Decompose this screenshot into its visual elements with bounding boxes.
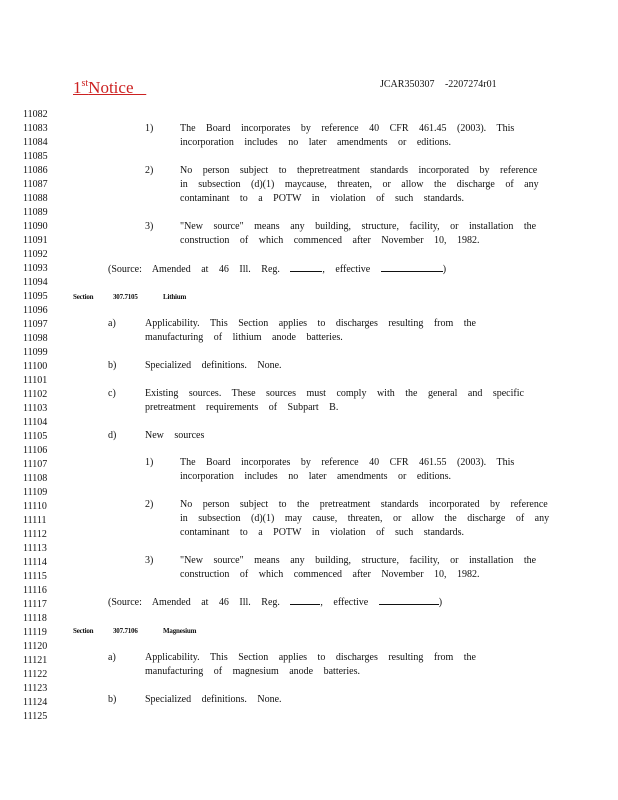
source-text: , effective [320,597,369,608]
line-number: 11097 [23,319,48,330]
line-number: 11119 [23,627,47,638]
body-text: in subsection (d)(1) may cause, threaten, or allow the discharge of any [180,513,550,524]
body-text: No person subject to the pretreatment standards incorporated by reference [180,499,548,510]
line-number: 11092 [23,249,48,260]
source-text: ) [442,264,447,275]
line-number: 11089 [23,207,48,218]
line-number: 11113 [23,543,47,554]
section-word: Section [73,293,94,301]
jcar-code: JCAR350307 [380,79,435,90]
line-number: 11114 [23,557,47,568]
section-title: Lithium [163,293,187,301]
line-number: 11094 [23,277,48,288]
body-text: manufacturing of magnesium anode batteries. [145,666,360,677]
body-text: The Board incorporates by reference 40 CFR 461.45 (2003). This [180,123,515,134]
section-number: 307.7106 [113,627,138,635]
body-text: incorporation includes no later amendments or editions. [180,137,451,148]
subsection-label: c) [108,388,116,399]
blank-line [290,262,322,272]
line-number: 11091 [23,235,48,246]
item-label: 2) [145,165,154,176]
line-number: 11103 [23,403,48,414]
blank-line [290,595,320,605]
line-number: 11085 [23,151,48,162]
body-text: manufacturing of lithium anode batteries. [145,332,343,343]
blank-line [379,595,439,605]
line-number: 11082 [23,109,48,120]
body-text: Applicability. This Section applies to discharges resulting from the [145,318,476,329]
source-text: (Source: Amended at 46 Ill. Reg. [108,264,280,275]
body-text: The Board incorporates by reference 40 CFR 461.55 (2003). This [180,457,515,468]
line-number: 11122 [23,669,48,680]
document-code: -2207274r01 [444,79,497,90]
section-title: Magnesium [163,627,197,635]
line-number: 11117 [23,599,47,610]
line-number: 11096 [23,305,48,316]
body-text: construction of which commenced after November 10, 1982. [180,235,480,246]
line-number: 11086 [23,165,48,176]
subsection-label: b) [108,694,117,705]
source-text: ) [438,597,443,608]
line-number: 11111 [23,515,47,526]
item-label: 2) [145,499,154,510]
source-note [108,262,446,277]
line-number: 11100 [23,361,48,372]
line-number: 11099 [23,347,48,358]
body-text: New sources [145,430,205,441]
line-number: 11110 [23,501,47,512]
body-text: in subsection (d)(1) maycause, threaten, or allow the discharge of any [180,179,539,190]
line-number: 11106 [23,445,48,456]
line-number: 11093 [23,263,48,274]
source-text: , effective [322,264,371,275]
body-text: pretreatment requirements of Subpart B. [145,402,339,413]
source-text: (Source: Amended at 46 Ill. Reg. [108,597,280,608]
document-identifier [380,78,497,92]
notice-number: 1 [73,78,82,97]
line-number: 11109 [23,487,48,498]
notice-word: Notice [88,78,134,97]
notice-superscript: st [81,78,89,89]
body-text: contaminant to a POTW in violation of such standards. [180,193,465,204]
blank-line [381,262,443,272]
body-text: Applicability. This Section applies to discharges resulting from the [145,652,476,663]
line-number: 11084 [23,137,48,148]
line-number: 11090 [23,221,48,232]
subsection-label: a) [108,318,116,329]
line-number: 11102 [23,389,48,400]
line-number: 11104 [23,417,48,428]
section-number: 307.7105 [113,293,138,301]
line-number: 11123 [23,683,48,694]
line-number: 11088 [23,193,48,204]
body-text: Specialized definitions. None. [145,694,282,705]
section-word: Section [73,627,94,635]
notice-heading [73,74,146,98]
line-number: 11108 [23,473,48,484]
line-number: 11120 [23,641,48,652]
line-number: 11124 [23,697,48,708]
line-number: 11112 [23,529,47,540]
item-label: 3) [145,221,154,232]
source-note [108,595,442,610]
line-number: 11121 [23,655,48,666]
line-number: 11098 [23,333,48,344]
body-text: "New source" means any building, structure, facility, or installation the [180,221,537,232]
line-number: 11083 [23,123,48,134]
line-number: 11116 [23,585,47,596]
body-text: contaminant to a POTW in violation of such standards. [180,527,465,538]
line-number: 11118 [23,613,47,624]
body-text: No person subject to thepretreatment standards incorporated by reference [180,165,538,176]
body-text: Existing sources. These sources must comply with the general and specific [145,388,524,399]
body-text: incorporation includes no later amendments or editions. [180,471,451,482]
body-text: construction of which commenced after November 10, 1982. [180,569,480,580]
line-number: 11101 [23,375,48,386]
line-number: 11115 [23,571,47,582]
body-text: "New source" means any building, structure, facility, or installation the [180,555,537,566]
item-label: 3) [145,555,154,566]
subsection-label: a) [108,652,116,663]
subsection-label: d) [108,430,117,441]
line-number: 11087 [23,179,48,190]
body-text: Specialized definitions. None. [145,360,282,371]
line-number: 11095 [23,291,48,302]
line-number: 11125 [23,711,48,722]
line-number: 11105 [23,431,48,442]
item-label: 1) [145,123,154,134]
subsection-label: b) [108,360,117,371]
line-number: 11107 [23,459,48,470]
item-label: 1) [145,457,154,468]
